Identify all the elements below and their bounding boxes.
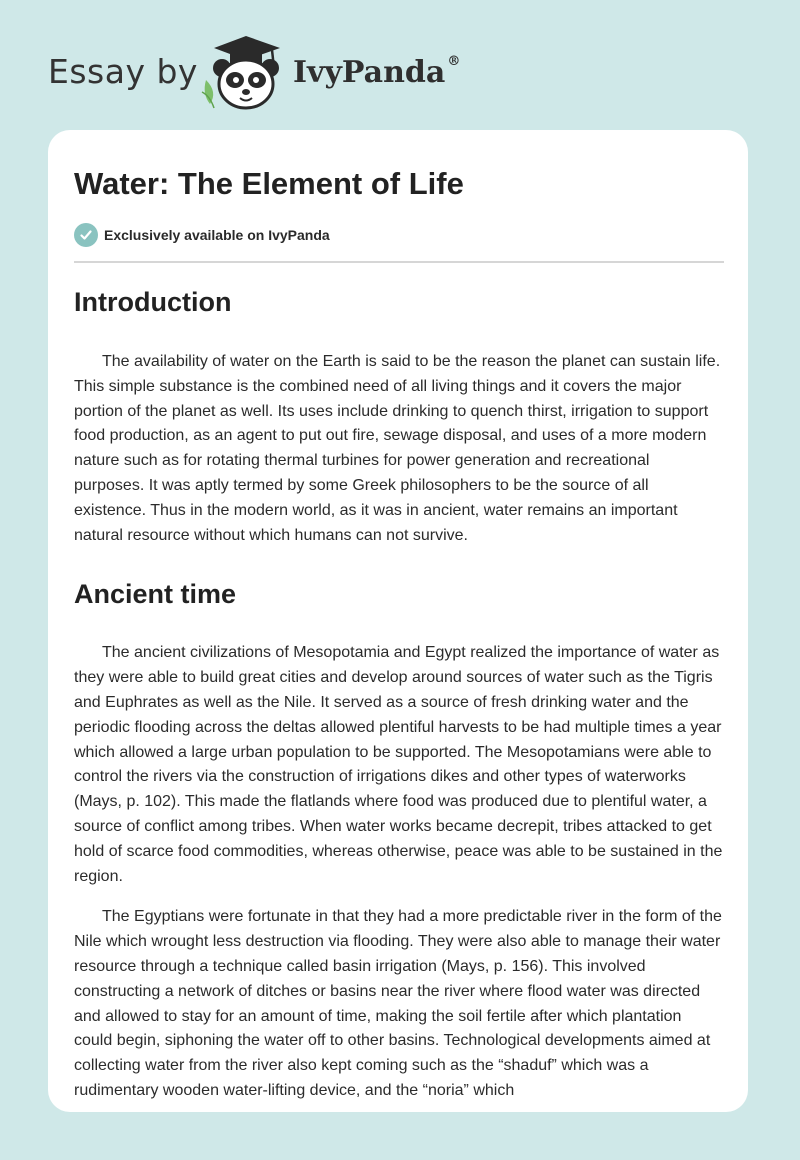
brand-prefix: Essay by bbox=[48, 52, 198, 91]
section-ancient-time bbox=[74, 570, 724, 1103]
title-divider bbox=[74, 261, 724, 263]
exclusive-label: Exclusively available on IvyPanda bbox=[104, 227, 330, 243]
brand-name[interactable]: IvyPanda ® bbox=[293, 54, 461, 90]
section-heading: Introduction bbox=[74, 287, 232, 317]
panda-logo-icon bbox=[200, 34, 292, 110]
essay-body bbox=[74, 278, 724, 1104]
paragraph: The availability of water on the Earth is said to be the reason the planet can sustain life. This simple substance is the combined need of all living things and it covers the major portion of the planet as well. Its uses include drinking to quench thirst, irrigation to support food production, as an agent to put out fire, sewage disposal, and uses of a more modern nature such as for rotating thermal turbines for power generation and recreational purposes. It was aptly termed by some Greek philosophers to be the source of all existence. Thus in the modern world, as it was in ancient, water remains an important natural resource without which humans can not survive. bbox=[74, 353, 721, 544]
site-header bbox=[48, 34, 508, 114]
paragraph: The ancient civilizations of Mesopotamia and Egypt realized the importance of water as they were able to build great cities and develop around sources of water such as the Tigris and Euphrates as well as the Nile. It served as a source of fresh drinking water and the periodic flooding across the deltas allowed plentiful harvests to be had multiple times a year which allowed a large urban population to be supported. The Mesopotamians were able to control the rivers via the construction of irrigations dikes and other types of waterworks (Mays, p. 102). This made the flatlands where food was produced due to plentiful water, a source of conflict among tribes. When water works became decrepit, tribes attacked to get hold of scarce food commodities, whereas otherwise, peace was able to be sustained in the region. bbox=[74, 644, 723, 885]
paragraph: The Egyptians were fortunate in that they had a more predictable river in the form of the Nile which wrought less destruction via flooding. They were also able to manage their water resource through a technique called basin irrigation (Mays, p. 156). This involved constructing a network of ditches or basins near the river where flood water was directed and allowed to stay for an amount of time, making the soil fertile after which plantation could begin, siphoning the water off to other basins. Technological developments aimed at collecting water from the river also kept coming such as the “shaduf” which was a rudimentary wooden water-lifting device, and the “noria” which bbox=[74, 908, 722, 1099]
section-heading: Ancient time bbox=[74, 579, 237, 610]
page-title: Water: The Element of Life bbox=[74, 166, 464, 201]
check-icon bbox=[74, 223, 98, 247]
exclusive-badge bbox=[74, 222, 330, 248]
section-introduction bbox=[74, 278, 724, 548]
registered-mark: ® bbox=[447, 54, 461, 69]
essay-card bbox=[48, 130, 748, 1112]
